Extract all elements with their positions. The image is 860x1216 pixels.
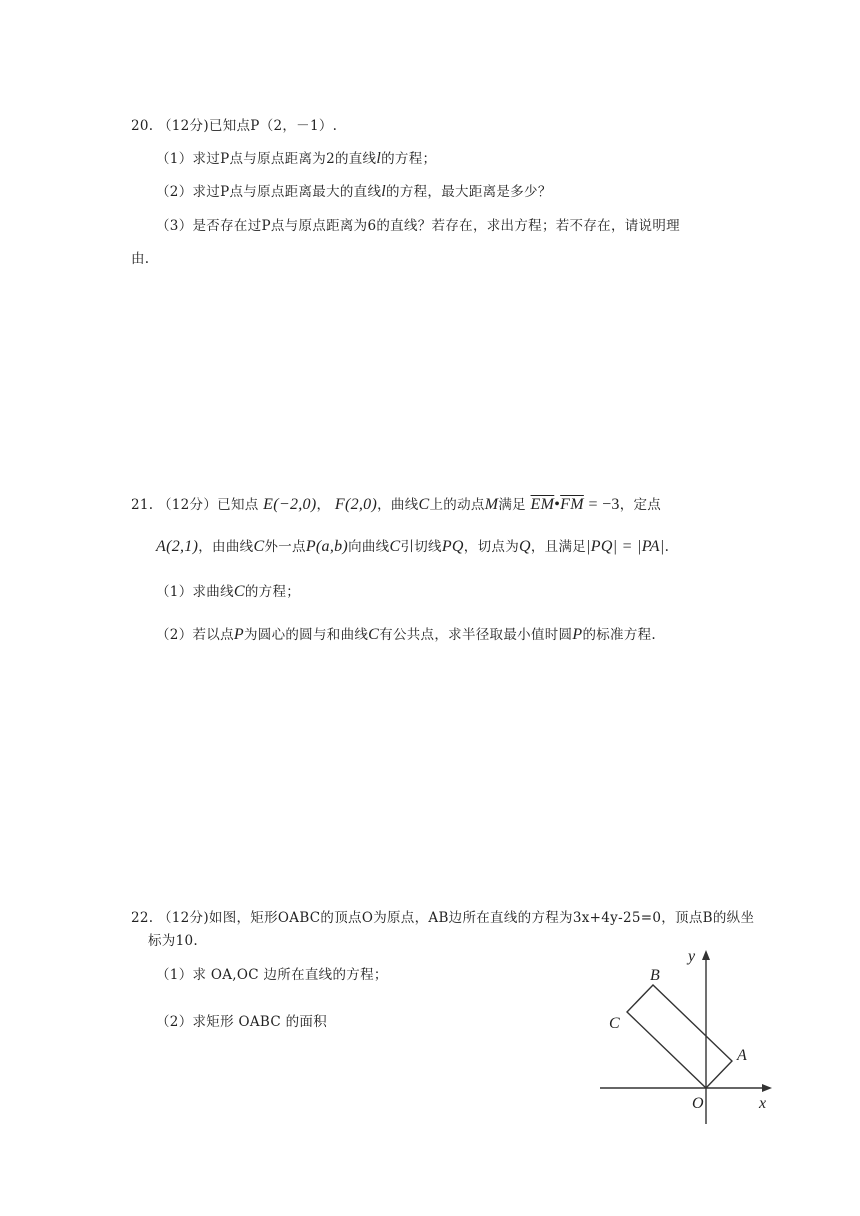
q21-part1-tail: 的方程； [244,584,301,600]
q22-part2: （2）求矩形 OABC 的面积 [156,1014,327,1030]
y-axis-arrow [702,950,710,960]
q21-part2-text: （2）若以点 [156,627,234,643]
q21-part2-mid2: 有公共点，求半径取最小值时圆 [379,627,573,643]
q20-part2-tail: 的方程，最大距离是多少？ [386,184,552,200]
q21-text-6: 外一点 [264,539,306,555]
q21-part2-var1: P [233,626,244,643]
q21-curve-c-2: C [253,538,265,555]
q20-part1-text: （1）求过P点与原点距离为2的直线 [156,151,377,167]
q21-text-5: ，由曲线 [198,539,254,555]
q22-figure [596,942,778,1132]
rectangle-oabc [627,985,732,1088]
x-axis-arrow [762,1084,772,1092]
q21-tangent-pq: PQ [441,538,464,555]
q21-curve-c-3: C [389,538,401,555]
q21-part2-var3: P [572,626,583,643]
q21-number: 21. （12分）已知点 [131,497,259,513]
q21-dot: • [554,496,561,513]
label-b: B [650,967,660,984]
q21-part1-text: （1）求曲线 [156,584,234,600]
q21-part1 [156,580,300,601]
q20-part1 [156,147,436,168]
q20-header: 20. （12分)已知点P（2，－1）. [131,118,338,134]
q21-text-8: 引切线 [400,539,442,555]
q21-point-q: Q [519,538,531,555]
q21-part1-var: C [233,583,245,600]
q21-point-m: M [484,496,499,513]
label-a: A [737,1047,747,1064]
q21-abs-equation: |PQ| = |PA| [586,538,665,555]
q21-point-a: A(2,1) [156,538,199,555]
q22-part1: （1）求 OA,OC 边所在直线的方程； [156,967,388,983]
q21-point-p: P(a,b) [305,538,349,555]
q21-text-10: ，且满足 [530,539,587,555]
q21-eq: = −3 [588,496,620,513]
q20-part1-var: l [376,150,382,167]
q20-part2-var: l [381,183,387,200]
q20-part2-text: （2）求过P点与原点距离最大的直线 [156,184,382,200]
q21-part2-tail: 的标准方程. [582,627,657,643]
q21-text-3: 满足 [498,497,526,513]
q21-curve-c: C [418,496,430,513]
q20-part1-tail: 的方程； [381,151,437,167]
label-x: x [759,1095,767,1112]
q21-line2 [156,535,669,556]
q21-line1 [131,493,661,514]
label-o: O [692,1095,704,1112]
q21-point-f: F(2,0) [334,496,378,513]
label-y: y [688,948,696,965]
q20-part3-cont: 由. [131,251,150,267]
q21-text-4: ，定点 [619,497,662,513]
q21-text-7: 向曲线 [348,539,390,555]
q21-text-9: ，切点为 [463,539,519,555]
q21-text-2: 上的动点 [429,497,485,513]
label-c: C [609,1015,620,1032]
q21-part2 [156,623,656,644]
q20-part3: （3）是否存在过P点与原点距离为6的直线？若存在，求出方程；若不存在，请说明理 [156,218,680,234]
q22-figure-svg [596,942,778,1132]
q21-point-e: E(−2,0) [263,496,317,513]
q21-sep: ， [316,497,331,513]
q21-text-11: . [664,539,670,555]
q22-header: 22. （12分)如图，矩形OABC的顶点O为原点，AB边所在直线的方程为3x+4y-25=0，顶点B的纵坐 [131,910,755,926]
q21-text-1: ，曲线 [377,497,419,513]
q21-vector-fm: $\overline{FM}$ [560,496,584,513]
q21-part2-var2: C [368,626,380,643]
q20-part2 [156,180,552,201]
q21-vector-em: $\overline{EM}$ [530,496,555,513]
q22-header-cont: 标为10. [148,933,198,949]
q21-part2-mid1: 为圆心的圆与和曲线 [243,627,369,643]
